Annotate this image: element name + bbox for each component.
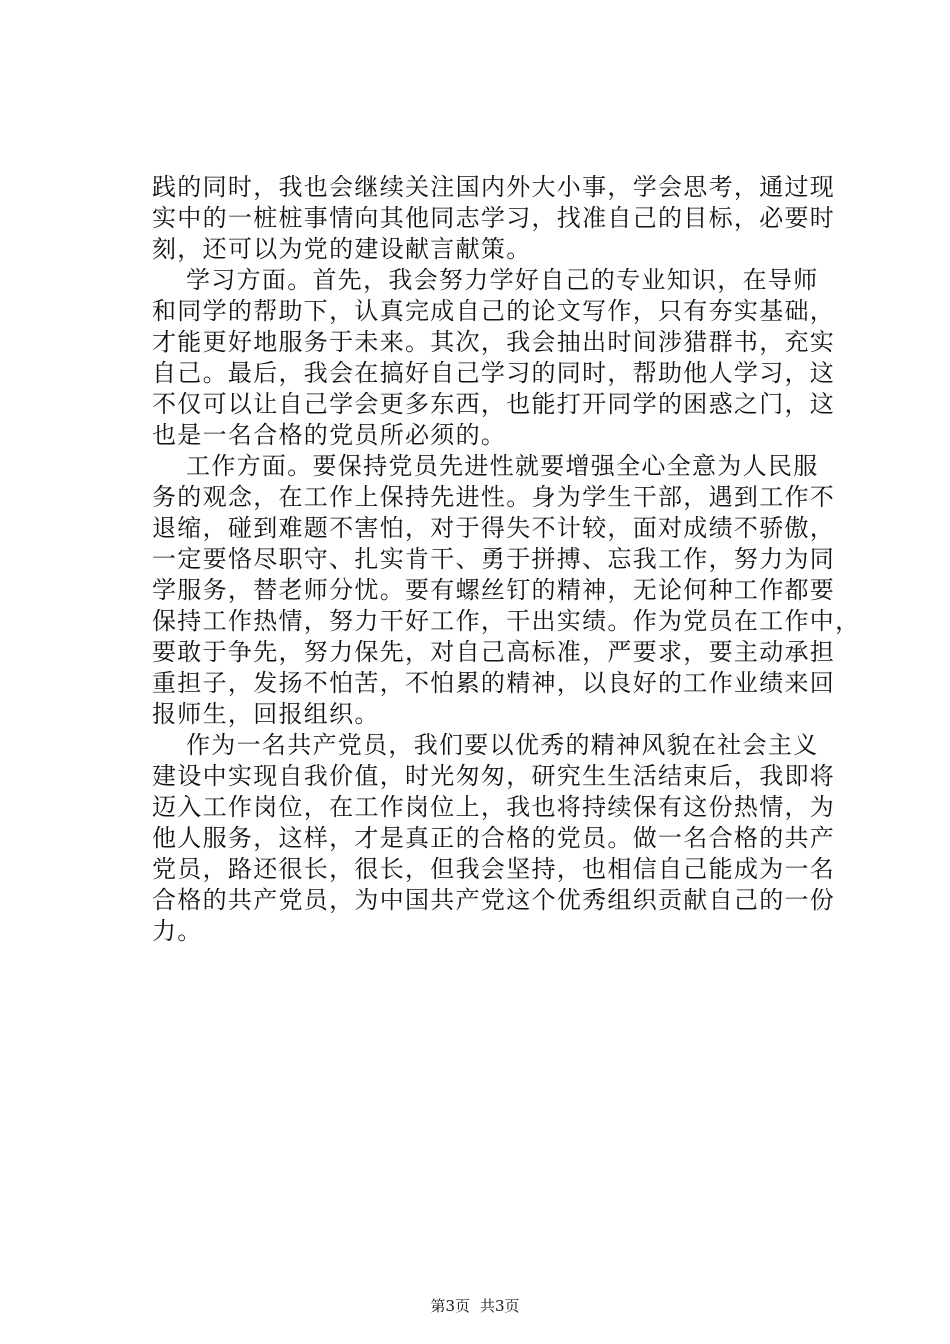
paragraph-line: 作为一名共产党员，我们要以优秀的精神风貌在社会主义 [186,731,819,759]
paragraph-line: 不仅可以让自己学会更多东西，也能打开同学的困惑之门，这 [152,390,836,418]
paragraph-line: 也是一名合格的党员所必须的。 [152,421,507,449]
paragraph-line: 合格的共产党员，为中国共产党这个优秀组织贡献自己的一份 [152,886,836,914]
paragraph-line: 践的同时，我也会继续关注国内外大小事，学会思考，通过现 [152,173,836,201]
paragraph-line: 和同学的帮助下，认真完成自己的论文写作，只有夯实基础， [152,297,836,325]
paragraph-line: 重担子，发扬不怕苦，不怕累的精神，以良好的工作业绩来回 [152,669,836,697]
paragraph-line: 他人服务，这样，才是真正的合格的党员。做一名合格的共产 [152,824,836,852]
paragraph-line: 实中的一桩桩事情向其他同志学习，找准自己的目标，必要时 [152,204,836,232]
paragraph-line: 一定要恪尽职守、扎实肯干、勇于拼搏、忘我工作，努力为同 [152,545,836,573]
page-total: 共3页 [480,1297,520,1315]
paragraph-line: 退缩，碰到难题不害怕，对于得失不计较，面对成绩不骄傲， [152,514,836,542]
paragraph-line: 迈入工作岗位，在工作岗位上，我也将持续保有这份热情，为 [152,793,836,821]
paragraph-line: 学习方面。首先，我会努力学好自己的专业知识，在导师 [186,266,819,294]
paragraph-line: 自己。最后，我会在搞好自己学习的同时，帮助他人学习，这 [152,359,836,387]
paragraph-line: 务的观念，在工作上保持先进性。身为学生干部，遇到工作不 [152,483,836,511]
paragraph-line: 刻，还可以为党的建设献言献策。 [152,235,532,263]
paragraph-line: 报师生，回报组织。 [152,700,380,728]
paragraph-line: 保持工作热情，努力干好工作，干出实绩。作为党员在工作中， [152,607,861,635]
paragraph-line: 力。 [152,917,203,945]
paragraph-line: 才能更好地服务于未来。其次，我会抽出时间涉猎群书，充实 [152,328,836,356]
page-footer [0,1296,950,1316]
paragraph-line: 党员，路还很长，很长，但我会坚持，也相信自己能成为一名 [152,855,836,883]
paragraph-line: 建设中实现自我价值，时光匆匆，研究生生活结束后，我即将 [152,762,836,790]
paragraph-line: 要敢于争先，努力保先，对自己高标准，严要求，要主动承担 [152,638,836,666]
paragraph-line: 工作方面。要保持党员先进性就要增强全心全意为人民服 [186,452,819,480]
paragraph-line: 学服务，替老师分忧。要有螺丝钉的精神，无论何种工作都要 [152,576,836,604]
page-number: 第3页 [430,1297,470,1315]
document-body [152,172,861,947]
